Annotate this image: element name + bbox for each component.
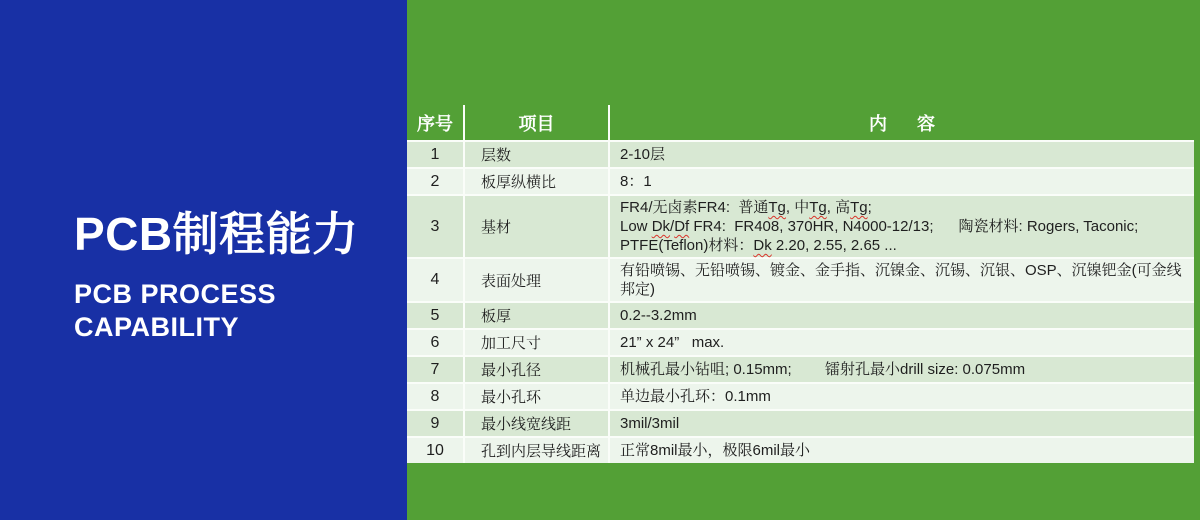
spellcheck-marked-text: Dk [753, 237, 772, 254]
content-line [620, 198, 872, 217]
row-number-cell: 9 [407, 411, 465, 436]
item-cell: 最小孔环 [465, 384, 610, 409]
title-block [74, 210, 407, 343]
item-cell: 基材 [465, 196, 610, 257]
content-cell [610, 169, 1194, 194]
content-line [620, 261, 1190, 299]
content-cell [610, 357, 1194, 382]
content-cell [610, 411, 1194, 436]
item-cell: 最小线宽线距 [465, 411, 610, 436]
item-cell: 层数 [465, 142, 610, 167]
subtitle-line-2: CAPABILITY [74, 311, 239, 342]
spellcheck-marked-text: Tg [809, 199, 827, 216]
left-panel [0, 0, 407, 520]
spellcheck-marked-text: Tg [850, 199, 868, 216]
content-cell [610, 303, 1194, 328]
item-cell: 板厚纵横比 [465, 169, 610, 194]
col-header-item: 项目 [465, 105, 610, 140]
content-line [620, 387, 771, 406]
capability-table [407, 105, 1194, 463]
content-cell [610, 259, 1194, 301]
item-cell: 加工尺寸 [465, 330, 610, 355]
content-text: 机械孔最小钻咀; 0.15mm; 镭射孔最小drill size: 0.075mm [620, 361, 1026, 378]
row-number-cell: 4 [407, 259, 465, 301]
content-text: , 中 [785, 199, 810, 216]
table-panel [407, 0, 1200, 520]
col-header-content: 内 容 [610, 105, 1194, 140]
content-line [620, 414, 679, 433]
content-text: 0.2--3.2mm [620, 307, 697, 324]
content-text: / [670, 218, 675, 235]
content-text: 2.20, 2.55, 2.65 ... [771, 237, 897, 254]
content-line [620, 145, 665, 164]
content-line [620, 172, 652, 191]
row-number-cell: 1 [407, 142, 465, 167]
col-header-index: 序号 [407, 105, 465, 140]
content-text: 正常8mil最小，极限6mil最小 [620, 442, 811, 459]
content-text: FR4/无卤素FR4: 普通 [620, 199, 769, 216]
content-text: , 高 [826, 199, 851, 216]
content-cell [610, 438, 1194, 463]
content-text: FR4: FR408, 370HR, N4000-12/13; 陶瓷材料: Rogers, Taconic; [689, 218, 1139, 235]
row-number-cell: 10 [407, 438, 465, 463]
spellcheck-marked-text: Dk [651, 218, 671, 235]
content-text: 3mil/3mil [620, 415, 680, 432]
content-cell [610, 142, 1194, 167]
content-line [620, 217, 1138, 236]
content-text: 有铅喷锡、无铅喷锡、镀金、金手指、沉镍金、沉锡、沉银、OSP、沉镍钯金(可金线邦定) [620, 262, 1182, 298]
content-line [620, 333, 724, 352]
content-text: 2-10层 [620, 146, 666, 163]
content-cell [610, 384, 1194, 409]
content-text: ; [867, 199, 872, 216]
spellcheck-marked-text: Df [674, 218, 690, 235]
content-text: 8：1 [620, 173, 652, 190]
page-subtitle [74, 278, 407, 343]
row-number-cell: 3 [407, 196, 465, 257]
row-number-cell: 5 [407, 303, 465, 328]
row-number-cell: 8 [407, 384, 465, 409]
content-line [620, 306, 697, 325]
content-line [620, 441, 810, 460]
row-number-cell: 7 [407, 357, 465, 382]
page-title: PCB制程能力 [74, 208, 359, 260]
content-cell [610, 330, 1194, 355]
subtitle-line-1: PCB PROCESS [74, 279, 277, 310]
content-text: PTFE(Teflon)材料： [620, 237, 754, 254]
spellcheck-marked-text: Tg [768, 199, 786, 216]
content-text: Low [620, 218, 652, 235]
content-cell [610, 196, 1194, 257]
content-line [620, 360, 1025, 379]
content-text: 单边最小孔环：0.1mm [620, 388, 771, 405]
item-cell: 板厚 [465, 303, 610, 328]
item-cell: 表面处理 [465, 259, 610, 301]
content-text: 21” x 24” max. [620, 334, 725, 351]
content-line [620, 236, 897, 255]
item-cell: 最小孔径 [465, 357, 610, 382]
row-number-cell: 2 [407, 169, 465, 194]
item-cell: 孔到内层导线距离 [465, 438, 610, 463]
row-number-cell: 6 [407, 330, 465, 355]
